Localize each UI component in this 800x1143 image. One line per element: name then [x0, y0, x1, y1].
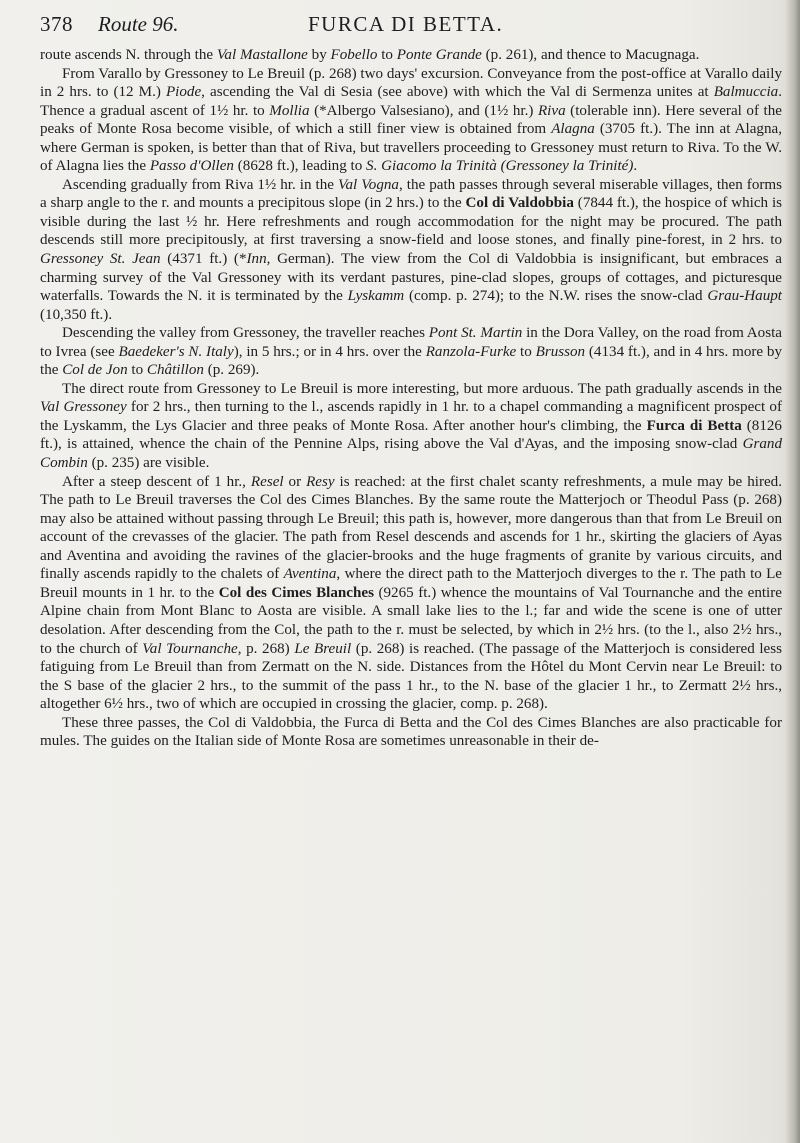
text-run: (7844 ft.), the hospice of which is visible during the last ½ hr. Here refreshments and rough accommodation for the night may be procured. The path descends still more precipitously, at first traversing a snow-field and loose stones, and finally pine-forest, in 2 hrs. to — [40, 195, 783, 249]
text-run: (4134 ft.), and in 4 hrs. more by the — [40, 343, 783, 379]
text-run: (*Albergo Valsesiano), and (1½ hr.) — [309, 102, 538, 119]
text-run: (comp. p. 274); to the N.W. rises the snow-clad — [404, 288, 708, 305]
text-run: (4371 ft.) (* — [160, 251, 247, 268]
text-run: (p. 269). — [203, 362, 260, 379]
italic-text: Lyskamm — [347, 288, 405, 305]
text-run: Ascending gradually from Riva 1½ hr. in the — [62, 176, 338, 193]
text-run: , p. 268) — [237, 640, 295, 657]
text-run: by — [307, 47, 331, 63]
italic-text: Val Gressoney — [40, 399, 127, 416]
text-run: From Varallo by Gressoney to Le Breuil (p. 268) two days' excursion. Conveyance from the post-office at Varallo daily in 2 hrs. to (12 M.) — [40, 65, 782, 101]
text-run: (8126 ft.), is attained, whence the chain of the Pennine Alps, rising above the Val d'Ayas, and the imposing snow-clad — [40, 417, 782, 453]
text-run: . — [633, 158, 638, 175]
italic-text: Resel — [250, 473, 284, 490]
italic-text: S. Giacomo la Trinità (Gressoney la Trinité) — [366, 158, 634, 175]
italic-text: Passo d'Ollen — [149, 158, 234, 175]
italic-text: Baedeker's N. Italy — [118, 343, 234, 360]
italic-text: Balmuccia — [713, 84, 779, 101]
paragraph — [40, 714, 782, 751]
italic-text: Aventina — [283, 566, 337, 583]
text-run: , ascending the Val di Sesia (see above) with which the Val di Sermenza unites at — [201, 84, 714, 101]
text-run: , the path passes through several miserable villages, then forms a sharp angle to the r. and mounts a precipitous slope (in 2 hrs.) to the — [40, 176, 783, 212]
italic-text: Piode — [165, 84, 202, 101]
running-head — [40, 8, 780, 44]
text-run: (tolerable inn). Here several of the peaks of Monte Rosa become visible, of which a still finer view is obtained from — [40, 102, 782, 138]
paragraph — [40, 473, 782, 714]
italic-text: Val Vogna — [337, 176, 399, 193]
italic-text: Alagna — [551, 121, 595, 138]
bold-text: Col des Cimes Blanches — [218, 584, 374, 601]
italic-text: Riva — [537, 102, 566, 119]
italic-text: Fobello — [330, 47, 378, 63]
text-run: Descending the valley from Gressoney, the traveller reaches — [62, 325, 429, 342]
text-run: to — [127, 362, 147, 379]
text-run: in the Dora Valley, on the road from Aosta to Ivrea (see — [40, 325, 782, 360]
italic-text: Grau-Haupt — [707, 288, 782, 305]
italic-text: Mollia — [269, 102, 310, 119]
page-edge-shadow — [786, 0, 800, 1143]
text-run: The direct route from Gressoney to Le Breuil is more interesting, but more arduous. The path gradually ascends in the — [62, 380, 782, 397]
italic-text: Gressoney St. Jean — [40, 251, 161, 268]
text-run: (3705 ft.). The inn at Alagna, where German is spoken, is better than that of Riva, but travellers proceeding to Gressoney must return to Riva. To the W. of Alagna lies the — [40, 121, 782, 175]
paragraph — [40, 176, 782, 324]
paragraph — [40, 324, 782, 380]
page-number: 378 — [40, 12, 73, 36]
paragraph — [40, 65, 782, 176]
italic-text: Val Mastallone — [216, 47, 308, 63]
italic-text: Ponte Grande — [396, 47, 482, 63]
text-run: ), in 5 hrs.; or in 4 hrs. over the — [233, 343, 426, 360]
italic-text: Val Tournanche — [142, 640, 238, 657]
italic-text: Resy — [306, 473, 335, 490]
text-run: to — [516, 343, 536, 360]
page-title: FURCA DI BETTA. — [308, 12, 504, 36]
text-run: (8628 ft.), leading to — [233, 158, 367, 175]
paragraph — [40, 380, 782, 473]
text-run: for 2 hrs., then turning to the l., ascends rapidly in 1 hr. to a chapel commanding a magnificent prospect of the Lyskamm, the Lys Glacier and three peaks of Monte Rosa. After another hour's climbing, the — [40, 399, 782, 434]
text-run: , where the direct path to the Matterjoch diverges to the r. The path to Le Breuil mounts in 1 hr. to the — [40, 566, 782, 601]
text-run: is reached: at the first chalet scanty refreshments, a mule may be hired. The path to Le Breuil traverses the Col des Cimes Blanches. By the same route the Matterjoch or Theodul Pass (p. 268) may also be attained without passing through Le Breuil; this path is, however, more dangerous than that from Le Breuil on account of the crevasses of the glacier. The path from Resel descends and ascends for 1 hr., skirting the glaciers of Ayas and Aventina and avoiding the ravines of the glacier-brooks and the huge fragments of granite by various circuits, and finally ascends rapidly to the chalets of — [40, 473, 783, 583]
text-run: . Thence a gradual ascent of 1½ hr. to — [40, 84, 783, 119]
text-run: route ascends N. through the — [40, 47, 217, 63]
italic-text: Brusson — [535, 343, 586, 360]
italic-text: Le Breuil — [294, 640, 352, 657]
paragraph — [40, 46, 782, 65]
text-run: After a steep descent of 1 hr., — [62, 473, 251, 490]
text-run: (9265 ft.) whence the mountains of Val Tournanche and the entire Alpine chain from Mont Blanc to Aosta are visible. A small lake lies to the l.; far and wide the scene is one of utter desolation. After descending from the Col, the path to the r. must be selected, by which in 2½ hrs. (to the l., also 2½ hrs., to the church of — [40, 584, 782, 657]
text-run: (p. 268) is reached. (The passage of the Matterjoch is considered less fatiguing from Le Breuil than from Zermatt on the N. side. Distances from the Hôtel du Mont Cervin near Le Breuil: to the S base of the glacier 2 hrs., to the summit of the pass 1 hr., to the N. base of the glacier 1 hr., to Zermatt 2½ hrs., altogether 6½ hrs., two of which are occupied in crossing the glacier, comp. p. 268). — [40, 640, 782, 713]
text-run: , German). The view from the Col di Valdobbia is insignificant, but embraces a charming survey of the Val Gressoney with its verdant pastures, pine-clad slopes, groups of cottages, and picturesque waterfalls. Towards the N. it is terminated by the — [40, 251, 782, 305]
bold-text: Col di Valdobbia — [465, 195, 574, 212]
italic-text: Châtillon — [146, 362, 204, 379]
text-run: These three passes, the Col di Valdobbia, the Furca di Betta and the Col des Cimes Blanches are also practicable for mules. The guides on the Italian side of Monte Rosa are sometimes unreasonable in their de- — [40, 714, 782, 750]
italic-text: Ranzola-Furke — [425, 343, 517, 360]
italic-text: Pont St. Martin — [428, 325, 523, 342]
text-run: or — [283, 473, 307, 490]
bold-text: Furca di Betta — [646, 417, 742, 434]
text-run: (10,350 ft.). — [40, 306, 113, 323]
italic-text: Col de Jon — [62, 362, 128, 379]
italic-text: Grand Combin — [40, 436, 782, 472]
text-run: to — [377, 47, 397, 63]
text-run: (p. 261), and thence to Macugnaga. — [481, 47, 700, 63]
text-run: (p. 235) are visible. — [87, 455, 210, 472]
body-text — [40, 46, 782, 751]
italic-text: Inn — [246, 251, 267, 268]
route-label: Route 96. — [98, 12, 179, 36]
